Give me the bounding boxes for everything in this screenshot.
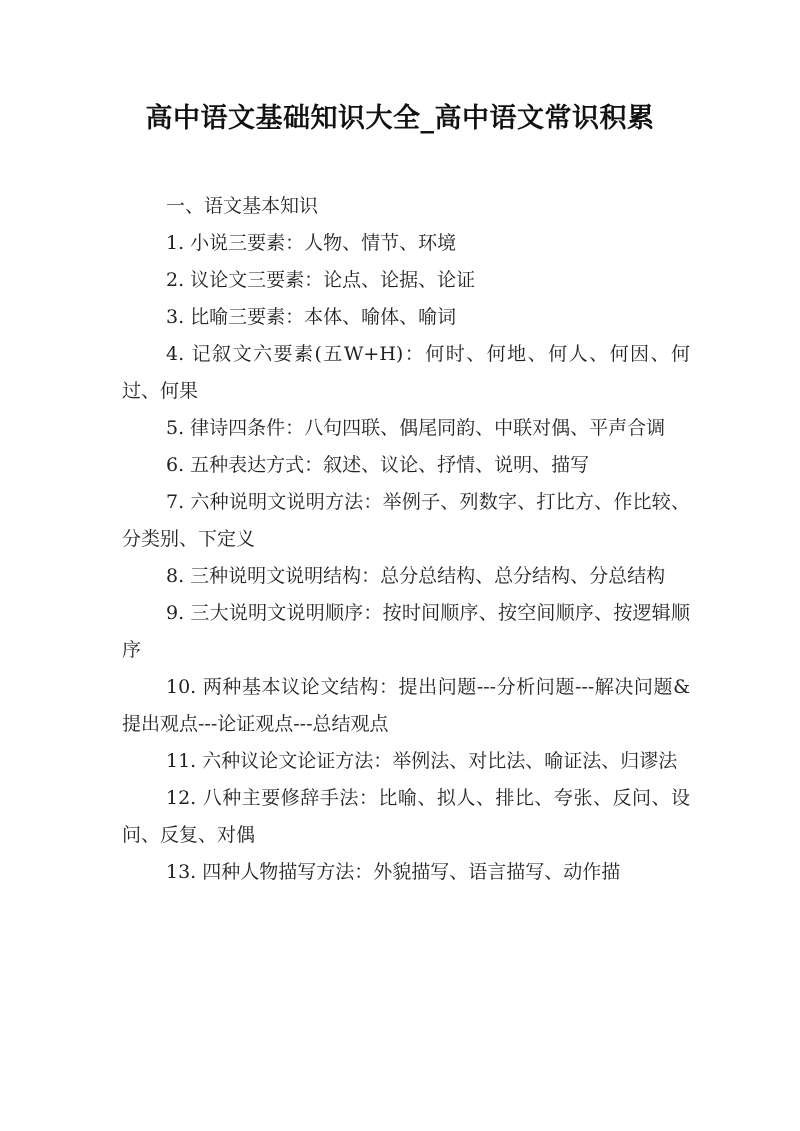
list-item: 7. 六种说明文说明方法：举例子、列数字、打比方、作比较、分类别、下定义	[122, 491, 690, 550]
section-heading: 一、语文基本知识	[166, 195, 319, 217]
list-item: 6. 五种表达方式：叙述、议论、抒情、说明、描写	[166, 454, 590, 476]
list-item: 12. 八种主要修辞手法：比喻、拟人、排比、夸张、反问、设问、反复、对偶	[122, 787, 690, 846]
list-item: 9. 三大说明文说明顺序：按时间顺序、按空间顺序、按逻辑顺序	[122, 602, 690, 661]
list-item: 8. 三种说明文说明结构：总分总结构、总分结构、分总结构	[166, 565, 666, 587]
list-item: 2. 议论文三要素：论点、论据、论证	[166, 269, 476, 291]
document-body	[122, 188, 690, 891]
list-item: 5. 律诗四条件：八句四联、偶尾同韵、中联对偶、平声合调	[166, 417, 666, 439]
list-item: 4. 记叙文六要素(五W+H)：何时、何地、何人、何因、何过、何果	[122, 343, 690, 402]
document-title: 高中语文基础知识大全_高中语文常识积累	[145, 103, 655, 134]
list-item: 11. 六种议论文论证方法：举例法、对比法、喻证法、归谬法	[166, 750, 678, 772]
list-item: 10. 两种基本议论文结构：提出问题---分析问题---解决问题&提出观点---论证观点---总结观点	[122, 676, 690, 735]
list-item: 13. 四种人物描写方法：外貌描写、语言描写、动作描	[166, 861, 621, 883]
list-item: 3. 比喻三要素：本体、喻体、喻词	[166, 306, 457, 328]
list-item: 1. 小说三要素：人物、情节、环境	[166, 232, 457, 254]
